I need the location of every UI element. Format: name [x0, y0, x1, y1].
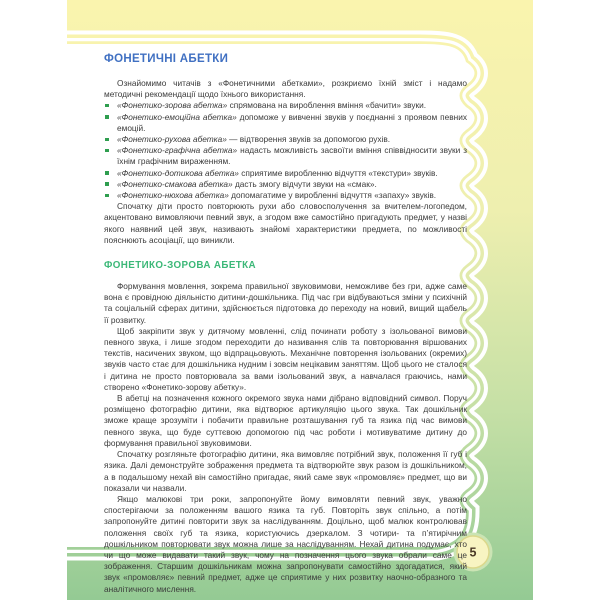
list-item	[104, 134, 467, 145]
list-item	[104, 190, 467, 201]
list-item	[104, 179, 467, 190]
alphabet-name: «Фонетико-емоційна абетка»	[117, 111, 237, 122]
alphabet-name: «Фонетико-рухова абетка»	[117, 134, 227, 145]
bullet-square-icon	[105, 149, 109, 153]
list-item	[104, 112, 467, 134]
bullet-square-icon	[105, 138, 109, 142]
intro-paragraph: Ознайомимо читачів з «Фонетичними абетками», розкриємо їхній зміст і надамо методичні рекомендації щодо їхнього використання.	[104, 78, 467, 100]
section-paragraph: Щоб закріпити звук у дитячому мовленні, слід починати роботу з ізольованої вимови певного звука, і лише згодом переходити до називання слів та повторювання віршованих текстів, насичених звуком, що відпрацьовують. Механічне повторення ізольованих (окремих) звуків часто стає для дошкільника нудним і зовсім нецікавим заняттям. Щоб цього не сталося і дитина не просто повторювала за вами ізольований звук, а навчалася граючись, нами створено «Фонетико-зорову абетку».	[104, 325, 467, 392]
alphabet-description: сприятиме виробленню відчуття «текстури» звуків.	[238, 167, 438, 178]
alphabet-description: спрямована на вироблення вміння «бачити» звуки.	[227, 100, 427, 111]
alphabet-name: «Фонетико-зорова абетка»	[117, 100, 228, 111]
alphabet-description: допомагатиме у виробленні відчуття «запаху» звуків.	[228, 190, 437, 201]
alphabet-description: надасть можливість засвоїти вміння співвідносити звуки з їхнім графічним вираженням.	[117, 145, 468, 167]
section-heading: ФОНЕТИКО-ЗОРОВА АБЕТКА	[104, 260, 257, 272]
alphabet-description: дасть змогу відчути звуки на «смак».	[232, 178, 377, 189]
section-paragraph: Формування мовлення, зокрема правильної звуковимови, неможливе без гри, адже саме вона є провідною діяльністю дитини-дошкільника. Під час гри відбуваються зміни у психічній та соціальній сферах дитини, здійснюється підготовка до переходу на новий, вищий щабель її розвитку.	[104, 281, 467, 325]
bullet-square-icon	[105, 182, 109, 186]
alphabet-name: «Фонетико-нюхова абетка»	[117, 190, 229, 201]
alphabet-name: «Фонетико-смакова абетка»	[117, 178, 233, 189]
bullet-square-icon	[105, 194, 109, 198]
alphabet-description: — відтворення звуків за допомогою рухів.	[226, 134, 391, 145]
section-paragraph: Якщо малюкові три роки, запропонуйте йому вимовляти певний звук, уважно спостерігаючи за положенням вашого язика та губ. Повторіть звук спільно, а потім запропонуйте дитині повторити звук за наслідуванням. Доцільно, щоб малюк контролював положення своїх губ та язика, користуючись дзеркалом. З чотири- та п’ятирічним дошкільником повторювати звук можна лише за наслідуванням. Нехай дитина подумає, хто чи що може видавати такий звук, чому на позначення цього звука обрали саме це зображення. Старшим дошкільникам можна запропонувати самостійно здогадатися, який звук «промовляє» певний предмет, адже це сприятиме у них розвитку наочно-образного та аналітичного мислення.	[104, 493, 467, 594]
page-number: 5	[469, 545, 477, 560]
bullet-square-icon	[105, 171, 109, 175]
list-item	[104, 145, 467, 167]
section-paragraph: Спочатку розгляньте фотографію дитини, яка вимовляє потрібний звук, положення її губ і язика. Далі демонструйте зображення предмета та відтворюйте звук разом із дошкільником, а в подальшому нехай він самостійно пригадає, який саме звук «промовляє» предмет, що ви показали чи назвали.	[104, 449, 467, 493]
section-paragraph: В абетці на позначення кожного окремого звука нами дібрано відповідний символ. Поруч розміщено фотографію дитини, яка відтворює артикуляцію цього звука. Так дошкільник зможе краще зрозуміти і побачити правильне розташування губ та язика під час вимови певного звука, що буде суттєвою допомогою під час роботи і мотивуватиме дитину до формування правильної звуковимови.	[104, 393, 467, 448]
page-title: ФОНЕТИЧНІ АБЕТКИ	[104, 53, 229, 65]
alphabet-description: допоможе у вивченні звуків у поєднанні з проявом певних емоцій.	[117, 111, 467, 133]
list-item	[104, 168, 467, 179]
bullet-square-icon	[105, 104, 109, 108]
alphabet-name: «Фонетико-дотикова абетка»	[117, 167, 239, 178]
alphabet-list	[104, 100, 467, 201]
page-content	[104, 53, 467, 595]
intro-closing-paragraph: Спочатку діти просто повторюють рухи або словосполучення за вчителем-логопедом, акцентовано вимовляючи певний звук, а згодом вже самостійно пригадують предмет, у назві якого наявний цей звук, називають знайомі характеристики предмета, по можливості пояснюють асоціації, що виникли.	[104, 201, 467, 245]
list-item	[104, 100, 467, 111]
bullet-square-icon	[105, 115, 109, 119]
alphabet-name: «Фонетико-графічна абетка»	[117, 145, 238, 156]
